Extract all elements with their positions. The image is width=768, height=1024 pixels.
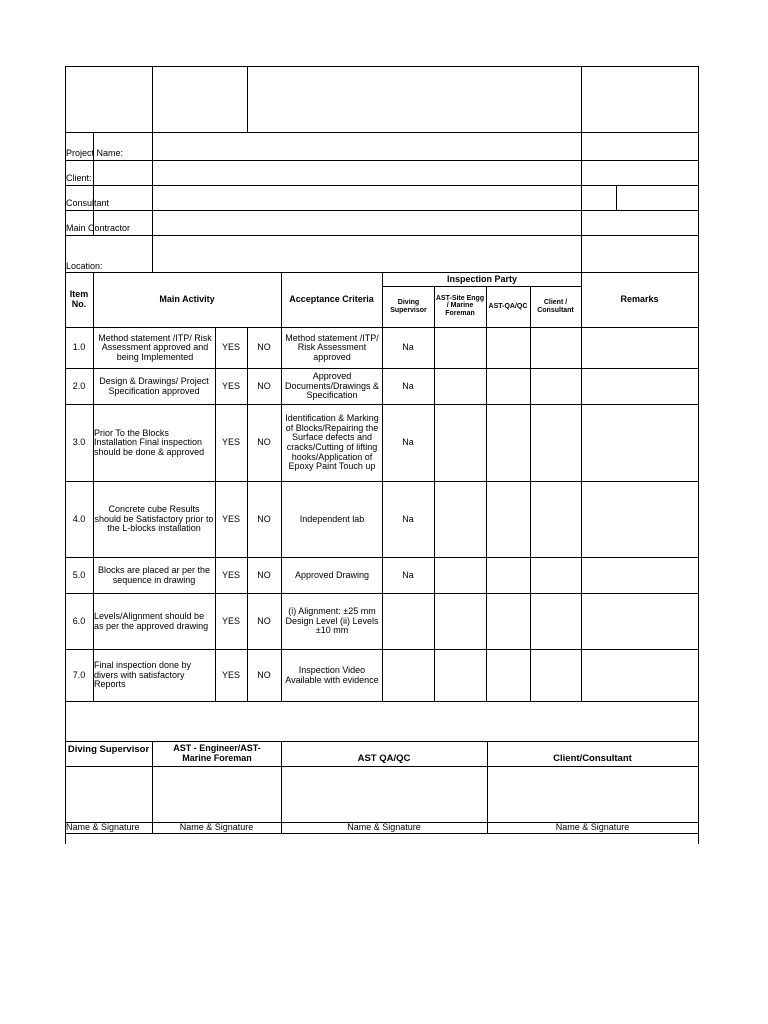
client-label: Client: [66, 173, 92, 183]
project-name-label: Project Name: [66, 148, 124, 158]
signoff-client-consultant: Client/Consultant [553, 752, 632, 764]
main-contractor-label: Main Contractor [66, 223, 131, 233]
row-4-criteria: Independent lab [299, 513, 365, 524]
row-1-yes: YES [221, 342, 240, 353]
row-6-activity: Levels/Alignment should be as per the approved drawing [94, 610, 209, 631]
signoff-diving-supervisor: Diving Supervisor [67, 744, 150, 756]
row-2-diving: Na [402, 380, 414, 391]
header-item-no: Item No. [69, 289, 89, 309]
row-6-item: 6.0 [72, 615, 86, 626]
row-1-activity: Method statement /ITP/ Risk Assessment approved and being Implemented [98, 332, 212, 362]
row-7-criteria: Inspection Video Available with evidence [285, 664, 379, 685]
row-1-diving: Na [402, 342, 414, 353]
row-1-criteria: Method statement /ITP/ Risk Assessment approved [285, 332, 379, 362]
row-5-diving: Na [402, 569, 414, 580]
row-5-item: 5.0 [72, 569, 86, 580]
name-signature-ast-engineer: Name & Signature [179, 822, 254, 832]
row-5-criteria: Approved Drawing [294, 569, 370, 580]
row-7-item: 7.0 [72, 669, 86, 680]
row-1-no: NO [257, 342, 271, 353]
row-6-no: NO [257, 615, 271, 626]
row-7-yes: YES [221, 669, 240, 680]
row-5-activity: Blocks are placed ar per the sequence in drawing [97, 564, 211, 585]
top-border [65, 66, 699, 67]
row-3-activity: Prior To the Blocks Installation Final inspection should be done & approved [94, 427, 205, 457]
name-signature-client: Name & Signature [555, 822, 630, 832]
header-remarks: Remarks [620, 294, 659, 305]
consultant-label: Consultant [66, 198, 110, 208]
row-5-no: NO [257, 569, 271, 580]
row-5-yes: YES [221, 569, 240, 580]
row-2-criteria: Approved Documents/Drawings & Specification [284, 371, 380, 401]
row-7-no: NO [257, 669, 271, 680]
header-main-activity: Main Activity [159, 294, 215, 305]
row-2-no: NO [257, 380, 271, 391]
row-4-diving: Na [402, 513, 414, 524]
right-border [698, 66, 699, 844]
header-ast-site-engg: AST-Site Engg / Marine Foreman [435, 294, 485, 317]
name-signature-ast-qa-qc: Name & Signature [347, 822, 421, 832]
row-2-activity: Design & Drawings/ Project Specification approved [99, 375, 209, 396]
row-1-item: 1.0 [72, 342, 86, 353]
row-4-no: NO [257, 513, 271, 524]
row-4-yes: YES [221, 513, 240, 524]
row-2-yes: YES [221, 380, 240, 391]
row-2-item: 2.0 [72, 380, 86, 391]
header-client-consultant: Client / Consultant [537, 299, 574, 314]
row-4-activity: Concrete cube Results should be Satisfactory prior to the L-blocks installation [94, 504, 214, 534]
row-6-yes: YES [221, 615, 240, 626]
header-ast-qa-qc: AST-QA/QC [488, 303, 528, 311]
header-inspection-party: Inspection Party [446, 273, 518, 284]
row-3-diving: Na [402, 437, 414, 448]
signoff-ast-engineer: AST - Engineer/AST-Marine Foreman [173, 743, 261, 763]
row-6-criteria: (i) Alignment: ±25 mm Design Level (ii) Levels ±10 mm [285, 606, 379, 636]
row-3-no: NO [257, 437, 271, 448]
row-4-item: 4.0 [72, 513, 86, 524]
row-3-yes: YES [221, 437, 240, 448]
signoff-ast-qa-qc: AST QA/QC [357, 752, 411, 764]
name-signature-diving: Name & Signature [66, 822, 140, 832]
row-3-criteria: Identification & Marking of Blocks/Repairing the Surface defects and cracks/Cutting of lifting hooks/Application of Epoxy Paint Touch up [285, 413, 379, 472]
header-acceptance-criteria: Acceptance Criteria [289, 294, 374, 305]
location-label: Location: [66, 261, 103, 271]
row-7-activity: Final inspection done by divers with satisfactory Reports [94, 660, 192, 690]
row-3-item: 3.0 [72, 437, 86, 448]
header-diving-supervisor: Diving Supervisor [390, 299, 427, 314]
